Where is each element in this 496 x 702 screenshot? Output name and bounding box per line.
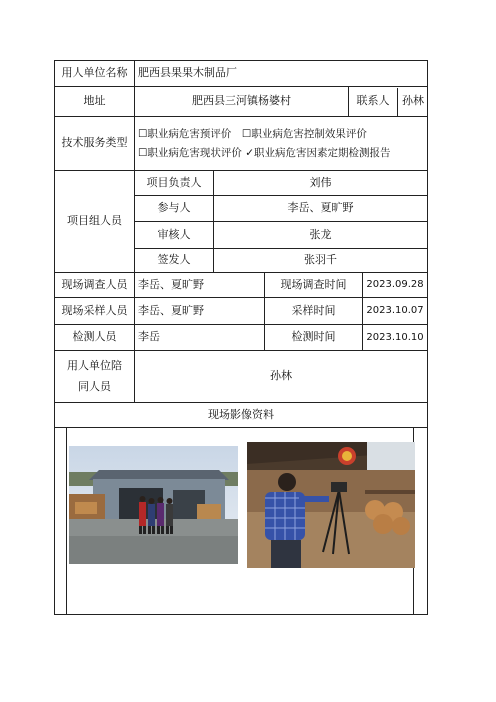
member-label: 参与人 (135, 196, 214, 222)
signer-label: 签发人 (135, 249, 214, 273)
reviewer-label: 审核人 (135, 222, 214, 249)
address-label: 地址 (55, 87, 135, 117)
employer-label: 用人单位名称 (55, 61, 135, 87)
photos-area (55, 428, 428, 615)
sampling-label: 现场采样人员 (55, 298, 135, 325)
employer-value: 肥西县果果木制品厂 (135, 61, 428, 87)
record-form (54, 60, 428, 615)
survey-label: 现场调查人员 (55, 273, 135, 298)
team-label: 项目组人员 (55, 171, 135, 273)
member-value: 李岳、夏旷野 (214, 196, 428, 222)
test-value: 李岳 (135, 325, 265, 351)
pm-value: 刘伟 (214, 171, 428, 196)
escort-value: 孙林 (135, 351, 428, 403)
sampling-photo-image (247, 442, 415, 568)
contact-value: 孙林 (402, 94, 424, 108)
survey-value: 李岳、夏旷野 (135, 273, 265, 298)
contact-label: 联系人 (349, 88, 398, 116)
service-line-1: ☐职业病危害预评价 ☐职业病危害控制效果评价 (138, 128, 367, 141)
sampling-time-label: 采样时间 (265, 298, 363, 325)
survey-time-value: 2023.09.28 (363, 273, 428, 298)
test-time-value: 2023.10.10 (363, 325, 428, 351)
service-line-2: ☐职业病危害现状评价 ✓职业病危害因素定期检测报告 (138, 146, 391, 159)
survey-time-label: 现场调查时间 (265, 273, 363, 298)
site-photo-factory (69, 446, 238, 564)
address-value: 肥西县三河镇杨婆村 (135, 87, 349, 117)
pm-label: 项目负责人 (135, 171, 214, 196)
factory-photo-image (69, 446, 238, 564)
signer-value: 张羽千 (214, 249, 428, 273)
sampling-time-value: 2023.10.07 (363, 298, 428, 325)
photos-label: 现场影像资料 (55, 403, 428, 428)
service-options (135, 117, 428, 171)
reviewer-value: 张龙 (214, 222, 428, 249)
test-label: 检测人员 (55, 325, 135, 351)
escort-label: 用人单位陪同人员 (55, 351, 135, 403)
test-time-label: 检测时间 (265, 325, 363, 351)
site-photo-sampling (247, 442, 415, 568)
sampling-value: 李岳、夏旷野 (135, 298, 265, 325)
service-label: 技术服务类型 (55, 117, 135, 171)
